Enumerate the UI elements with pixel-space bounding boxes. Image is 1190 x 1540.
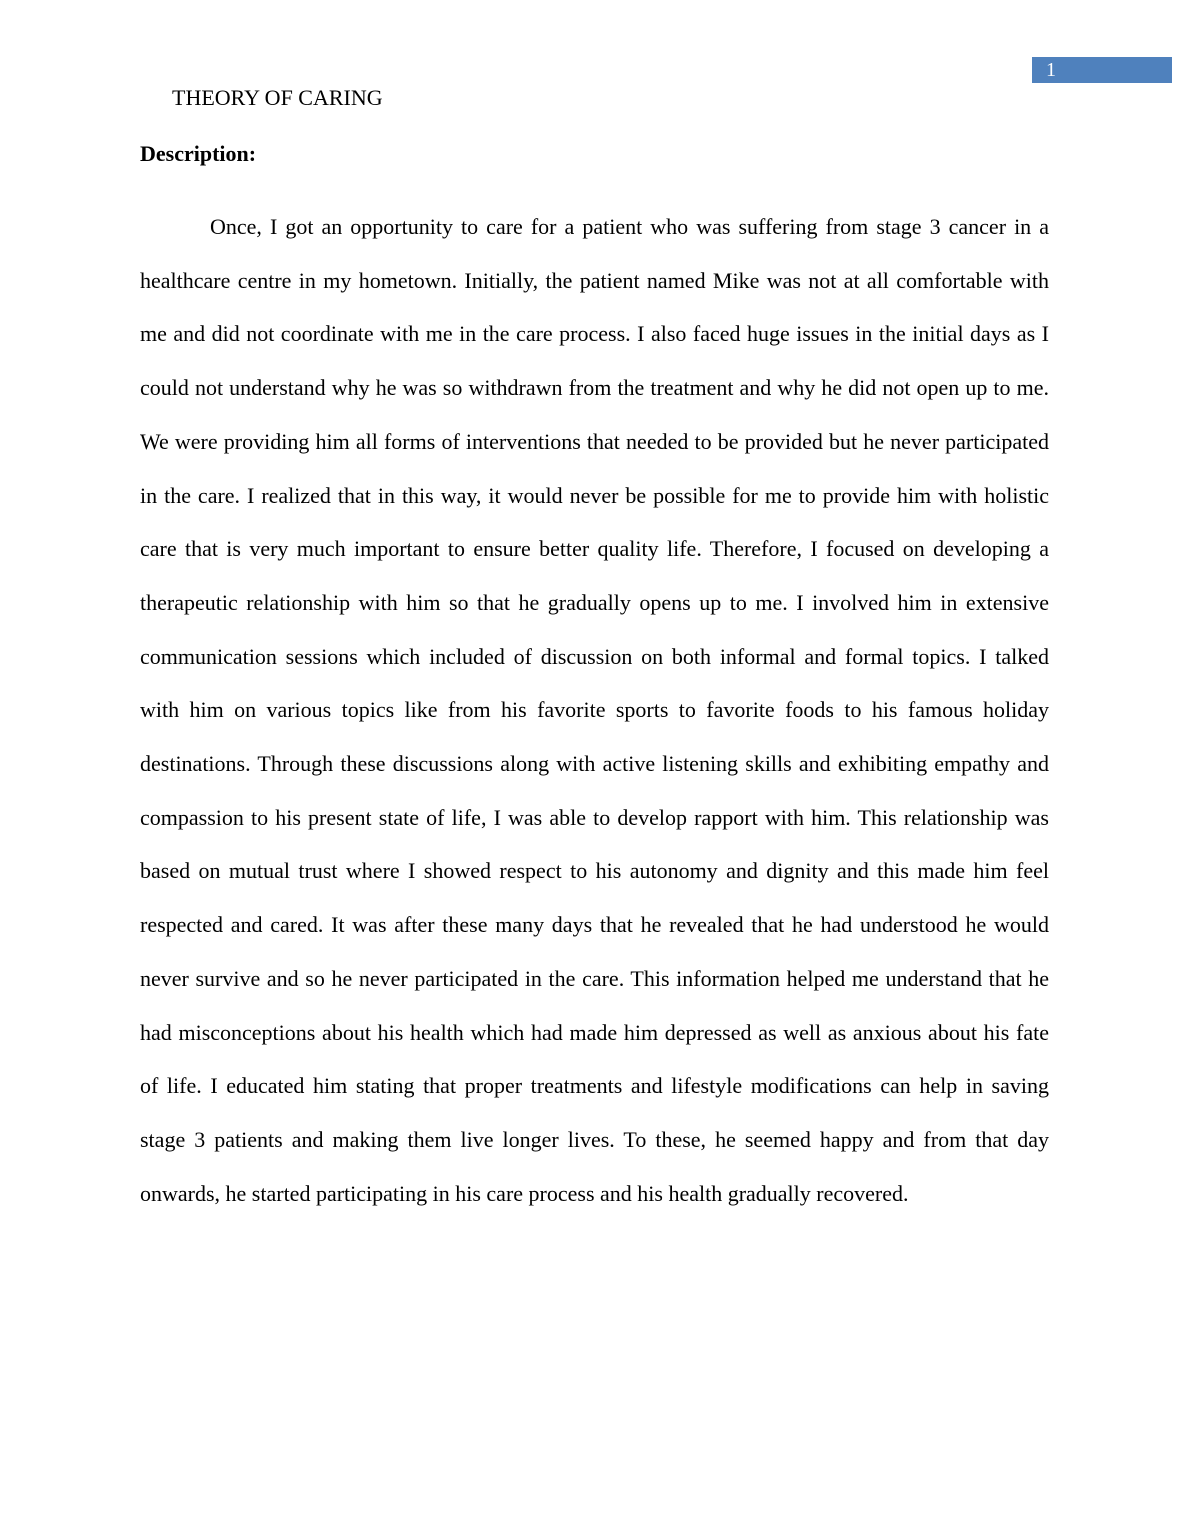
running-head-title: THEORY OF CARING — [172, 85, 383, 110]
section-heading: Description: — [140, 141, 257, 166]
page-number: 1 — [1032, 57, 1172, 83]
body-paragraph: Once, I got an opportunity to care for a patient who was suffering from stage 3 cancer in a healthcare centre in my hometown. Initially, the patient named Mike was not at all comfortable with me and did not coordinate with me in the care process. I also faced huge issues in the initial days as I could not understand why he was so withdrawn from the treatment and why he did not open up to me. We were providing him all forms of interventions that needed to be provided but he never participated in the care. I realized that in this way, it would never be possible for me to provide him with holistic care that is very much important to ensure better quality life. Therefore, I focused on developing a therapeutic relationship with him so that he gradually opens up to me. I involved him in extensive communication sessions which included of discussion on both informal and formal topics. I talked with him on various topics like from his favorite sports to favorite foods to his famous holiday destinations. Through these discussions along with active listening skills and exhibiting empathy and compassion to his present state of life, I was able to develop rapport with him. This relationship was based on mutual trust where I showed respect to his autonomy and dignity and this made him feel respected and cared. It was after these many days that he revealed that he had understood he would never survive and so he never participated in the care. This information helped me understand that he had misconceptions about his health which had made him depressed as well as anxious about his fate of life. I educated him stating that proper treatments and lifestyle modifications can help in saving stage 3 patients and making them live longer lives. To these, he seemed happy and from that day onwards, he started participating in his care process and his health gradually recovered. — [140, 214, 1049, 1206]
